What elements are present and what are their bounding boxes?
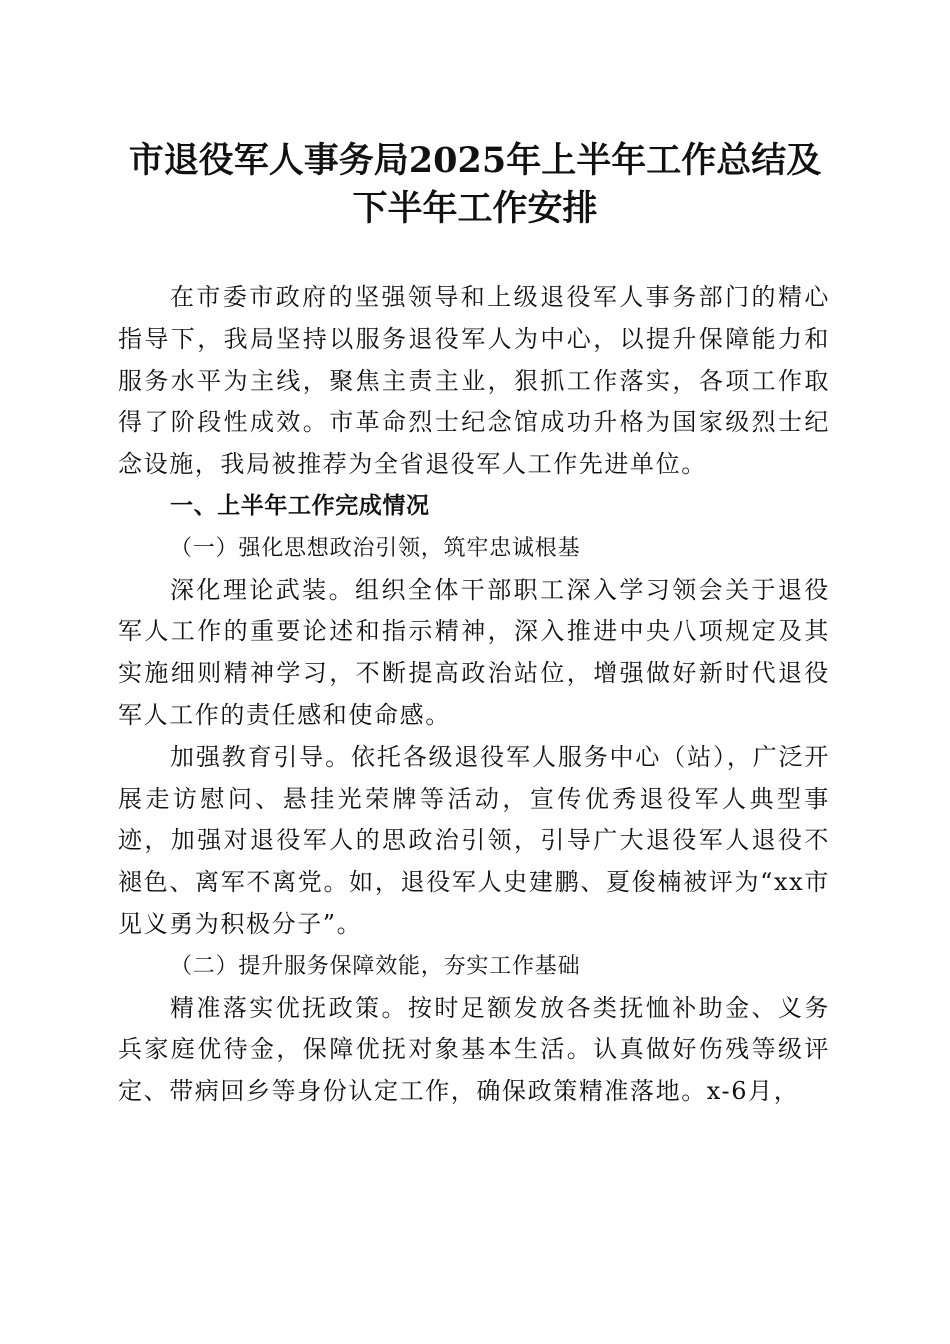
paragraph-preferential-policy: 精准落实优抚政策。按时足额发放各类抚恤补助金、义务兵家庭优待金，保障优抚对象基本生活。认真做好伤残等级评定、带病回乡等身份认定工作，确保政策精准落地。x-6月，: [118, 993, 830, 1106]
paragraph-education-guidance: 加强教育引导。依托各级退役军人服务中心（站），广泛开展走访慰问、悬挂光荣牌等活动，宣传优秀退役军人典型事迹，加强对退役军人的思政治引领，引导广大退役军人退役不褪色、离军不离党。如，退役军人史建鹏、夏俊楠被评为“xx市见义勇为积极分子”。: [118, 742, 830, 938]
intro-paragraph: 在市委市政府的坚强领导和上级退役军人事务部门的精心指导下，我局坚持以服务退役军人为中心，以提升保障能力和服务水平为主线，聚焦主责主业，狠抓工作落实，各项工作取得了阶段性成效。市革命烈士纪念馆成功升格为国家级烈士纪念设施，我局被推荐为全省退役军人工作先进单位。: [118, 283, 830, 479]
paragraph-theory-study: 深化理论武装。组织全体干部职工深入学习领会关于退役军人工作的重要论述和指示精神，深入推进中央八项规定及其实施细则精神学习，不断提高政治站位，增强做好新时代退役军人工作的责任感和使命感。: [118, 575, 830, 729]
document-title-line-1: 市退役军人事务局2025年上半年工作总结及: [128, 140, 822, 181]
section-heading-1: 一、上半年工作完成情况: [170, 492, 430, 519]
document-body: [118, 277, 830, 1113]
subsection-heading-2: （二）提升服务保障效能，夯实工作基础: [170, 953, 581, 979]
document-title-line-2: 下半年工作安排: [352, 188, 598, 229]
subsection-heading-1: （一）强化思想政治引领，筑牢忠诚根基: [170, 535, 581, 561]
